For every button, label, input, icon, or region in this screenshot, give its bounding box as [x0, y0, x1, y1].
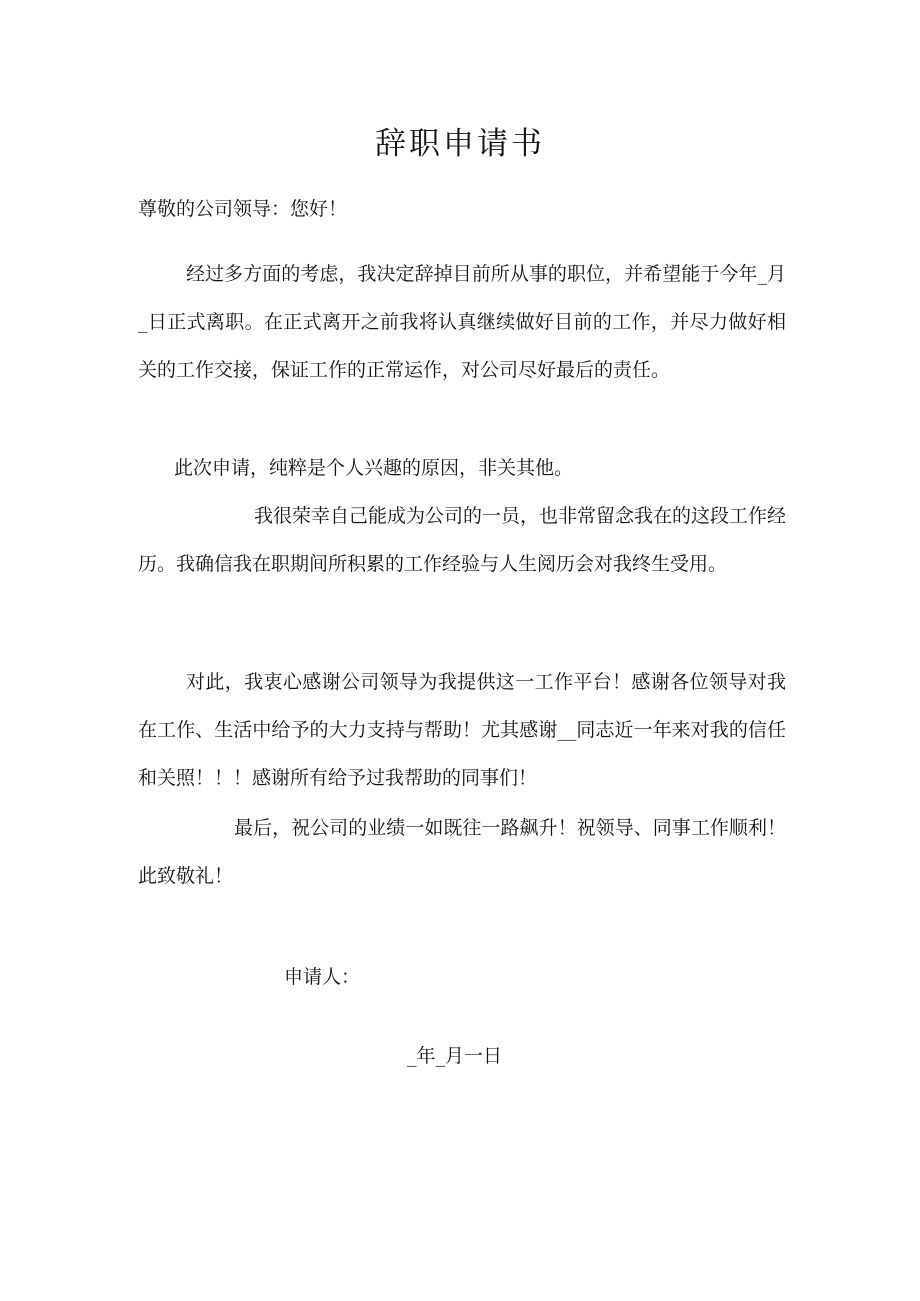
date-line: _年_月一日 — [407, 1045, 503, 1067]
salutation: 尊敬的公司领导：您好！ — [138, 198, 348, 220]
paragraph-reason: 此次申请，纯粹是个人兴趣的原因，非关其他。 — [174, 457, 574, 479]
paragraph-closing: 最后，祝公司的业绩一如既往一路飙升！祝领导、同事工作顺利！此致敬礼！ — [138, 817, 786, 887]
document-title: 辞职申请书 — [375, 126, 545, 162]
paragraph-thanks: 对此，我衷心感谢公司领导为我提供这一工作平台！感谢各位领导对我在工作、生活中给予的大力支持与帮助！尤其感谢__同志近一年来对我的信任和关照！！！感谢所有给予过我帮助的同事们！ — [138, 671, 786, 789]
applicant-label: 申请人： — [284, 966, 361, 988]
paragraph-gratitude-experience: 我很荣幸自己能成为公司的一员，也非常留念我在的这段工作经历。我确信我在职期间所积累的工作经验与人生阅历会对我终生受用。 — [138, 505, 787, 575]
paragraph-decision: 经过多方面的考虑，我决定辞掉目前所从事的职位，并希望能于今年_月_日正式离职。在正式离开之前我将认真继续做好目前的工作，并尽力做好相关的工作交接，保证工作的正常运作，对公司尽好最后的责任。 — [138, 263, 786, 381]
